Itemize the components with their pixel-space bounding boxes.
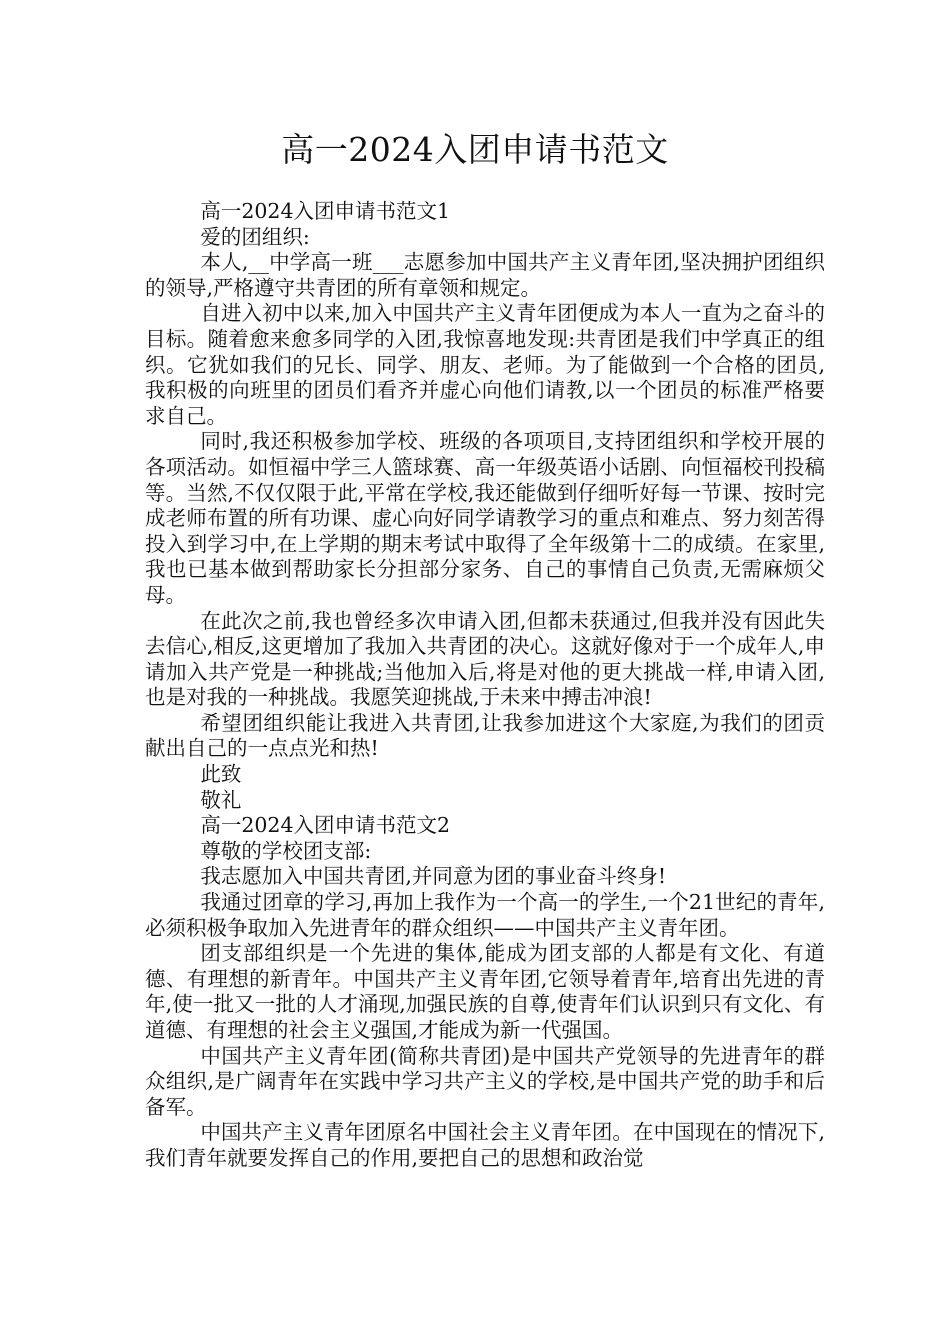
- paragraph: 自进入初中以来,加入中国共产主义青年团便成为本人一直为之奋斗的目标。随着愈来愈多同学的入团,我惊喜地发现:共青团是我们中学真正的组织。它犹如我们的兄长、同学、朋友、老师。为了能做到一个合格的团员,我积极的向班里的团员们看齐并虚心向他们请教,以一个团员的标准严格要求自己。: [145, 301, 825, 428]
- paragraph-closing-2: 敬礼: [200, 787, 242, 812]
- paragraph-section-heading-1: 高一2024入团申请书范文1: [200, 199, 451, 223]
- document-body: [145, 199, 825, 1172]
- paragraph: 中国共产主义青年团原名中国社会主义青年团。在中国现在的情况下,我们青年就要发挥自己的作用,要把自己的思想和政治觉: [145, 1120, 825, 1170]
- paragraph-section-heading-2: 高一2024入团申请书范文2: [200, 813, 451, 838]
- paragraph: 团支部组织是一个先进的集体,能成为团支部的人都是有文化、有道德、有理想的新青年。中国共产主义青年团,它领导着青年,培育出先进的青年,使一批又一批的人才涌现,加强民族的自尊,使青年们认识到只有文化、有道德、有理想的社会主义强国,才能成为新一代强国。: [145, 941, 825, 1042]
- document-title: 高一2024入团申请书范文: [281, 130, 669, 169]
- paragraph: 我通过团章的学习,再加上我作为一个高一的学生,一个21世纪的青年,必须积极争取加入先进青年的群众组织——中国共产主义青年团。: [145, 890, 825, 940]
- paragraph: 中国共产主义青年团(简称共青团)是中国共产党领导的先进青年的群众组织,是广阔青年在实践中学习共产主义的学校,是中国共产党的助手和后备军。: [145, 1043, 825, 1119]
- paragraph: 本人,__中学高一班___志愿参加中国共产主义青年团,坚决拥护团组织的领导,严格遵守共青团的所有章领和规定。: [145, 250, 825, 300]
- paragraph: 同时,我还积极参加学校、班级的各项项目,支持团组织和学校开展的各项活动。如恒福中学三人篮球赛、高一年级英语小话剧、向恒福校刊投稿等。当然,不仅仅限于此,平常在学校,我还能做到仔细听好每一节课、按时完成老师布置的所有功课、虚心向好同学请教学习的重点和难点、努力刻苦得投入到学习中,在上学期的期末考试中取得了全年级第十二的成绩。在家里,我也已基本做到帮助家长分担部分家务、自己的事情自己负责,无需麻烦父母。: [145, 429, 825, 607]
- paragraph: 我志愿加入中国共青团,并同意为团的事业奋斗终身!: [200, 864, 667, 889]
- paragraph-closing-1: 此致: [200, 762, 242, 787]
- paragraph: 希望团组织能让我进入共青团,让我参加进这个大家庭,为我们的团贡献出自己的一点点光和热!: [145, 710, 825, 761]
- paragraph: 在此次之前,我也曾经多次申请入团,但都未获通过,但我并没有因此失去信心,相反,这更增加了我加入共青团的决心。这就好像对于一个成年人,申请加入共产党是一种挑战;当他加入后,将是对他的更大挑战一样,申请入团,也是对我的一种挑战。我愿笑迎挑战,于未来中搏击冲浪!: [145, 608, 825, 710]
- paragraph-salutation-2: 尊敬的学校团支部:: [200, 838, 372, 863]
- paragraph-salutation-1: 爱的团组织:: [200, 224, 310, 249]
